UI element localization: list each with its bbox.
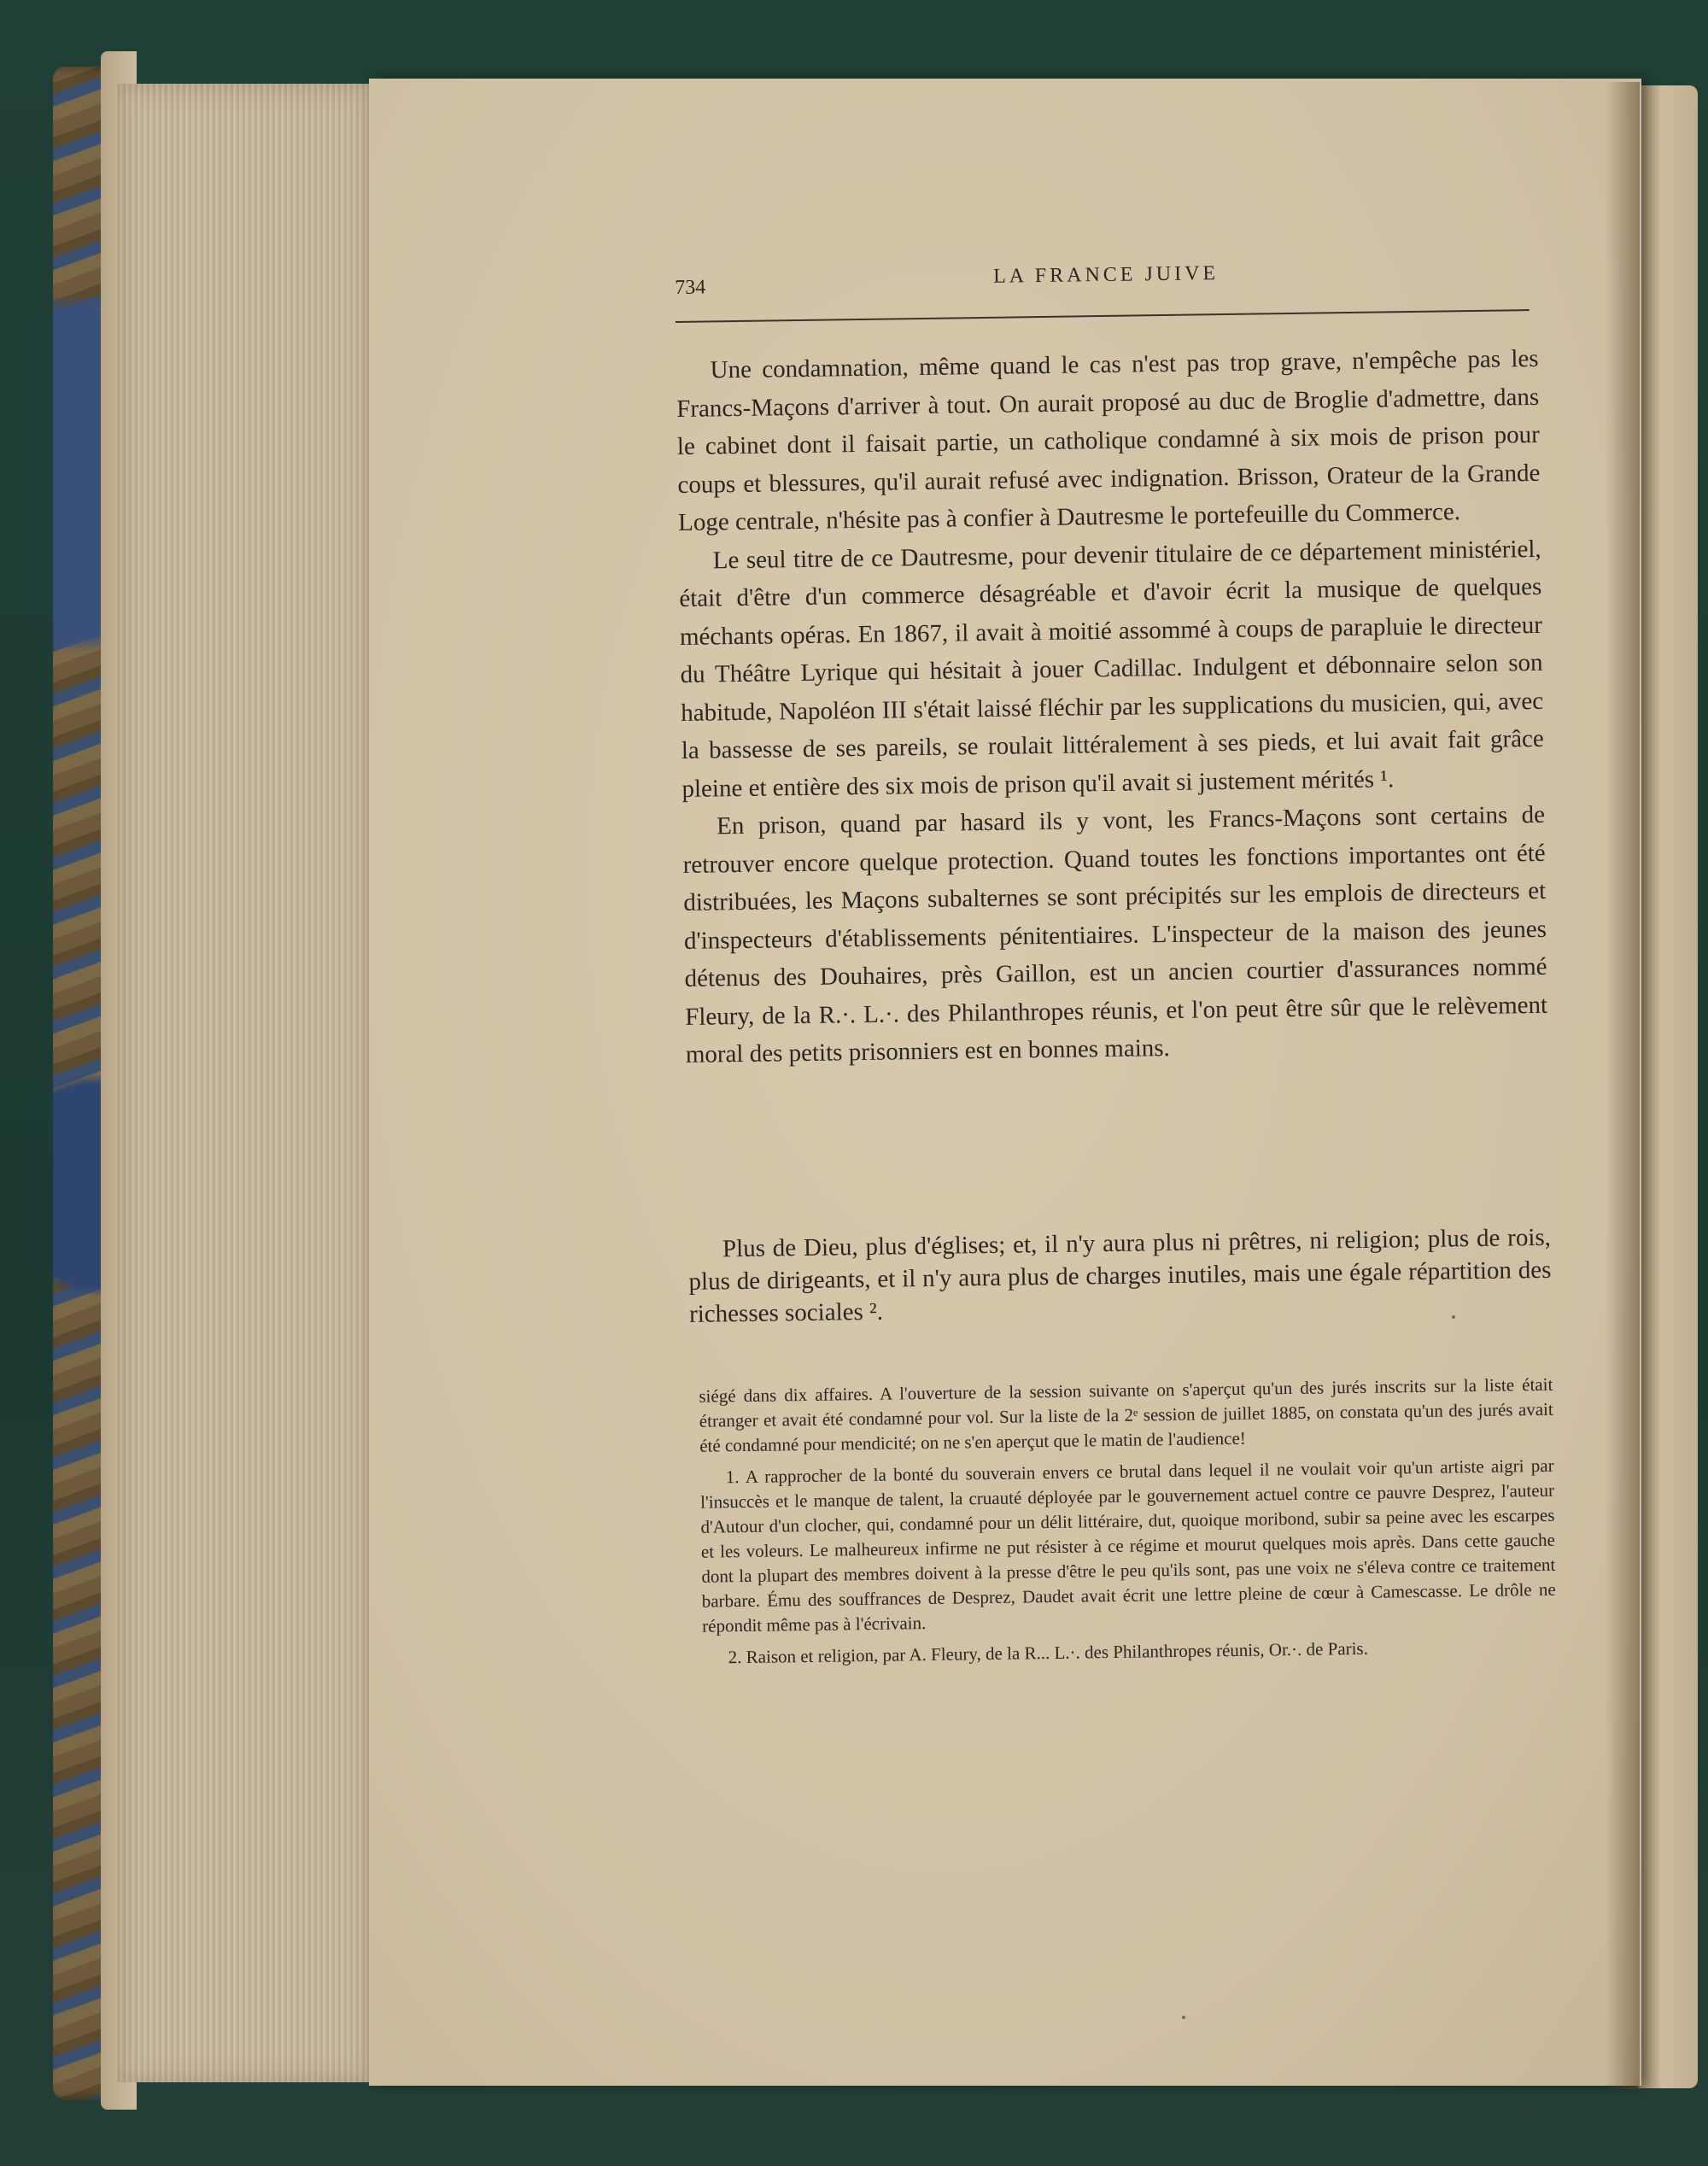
footnotes — [699, 1373, 1557, 1677]
quote-text: Plus de Dieu, plus d'églises; et, il n'y aura plus ni prêtres, ni religion; plus de rois, plus de dirigeants, et il n'y aura plus de charges inutiles, mais une égale répartition des richesses sociales ². — [688, 1223, 1552, 1328]
paragraph: En prison, quand par hasard ils y vont, les Francs-Maçons sont certains de retrouver encore quelque protection. Quand toutes les fonctions importantes ont été distribuées, les Maçons subalternes se sont précipités sur les emplois de directeurs et d'inspecteurs d'établissements pénitentiaires. L'inspecteur de la maison des jeunes détenus des Douhaires, près Gaillon, est un ancien courtier d'assurances nommé Fleury, de la R.·. L.·. des Philanthropes réunis, et l'on peut être sûr que le relèvement moral des petits prisonniers est en bonnes mains. — [682, 800, 1548, 1068]
footnote-1: 1. A rapprocher de la bonté du souverain envers ce brutal dans lequel il ne voulait voir qu'un artiste aigri par l'insuccès et le manque de talent, la cruauté déployée par le gouvernement actuel contre ce pauvre Desprez, l'auteur d'Autour d'un clocher, qui, condamné pour un délit littéraire, dut, quoique moribond, subir sa peine avec les escarpes et les voleurs. Le malheureux infirme ne put résister à ce régime et mourut quelques mois après. Dans cette gauche dont la plupart des membres doivent à la presse d'être le peu qu'ils sont, pas une voix ne s'éleva contre ce traitement barbare. Ému des souffrances de Desprez, Daudet avait écrit une lettre pleine de cœur à Camescasse. Le drôle ne répondit même pas à l'écrivain. — [699, 1455, 1556, 1636]
paper-speck — [1182, 2016, 1185, 2019]
page-number: 734 — [675, 276, 706, 299]
block-quote — [688, 1221, 1552, 1331]
paragraph: Une condamnation, même quand le cas n'est pas trop grave, n'empêche pas les Francs-Maçons d'arriver à tout. On aurait proposé au duc de Broglie d'admettre, dans le cabinet dont il faisait partie, un catholique condamné à six mois de prison pour coups et blessures, qu'il aurait refusé avec indignation. Brisson, Orateur de la Grande Loge centrale, n'hésite pas à confier à Dautresme le portefeuille du Commerce. — [676, 344, 1541, 536]
page-gutter-shadow — [1606, 82, 1640, 2089]
body-text — [676, 340, 1548, 1074]
footnote-2: 2. Raison et religion, par A. Fleury, de la R... L.·. des Philanthropes réunis, Or.·. de Paris. — [728, 1637, 1369, 1668]
paper-speck — [1452, 1315, 1455, 1319]
page-block-edges — [118, 84, 376, 2082]
facing-page-edge — [1638, 85, 1698, 2088]
running-head: LA FRANCE JUIVE — [992, 262, 1220, 288]
paragraph: Le seul titre de ce Dautresme, pour devenir titulaire de ce département ministériel, était d'être d'un commerce désagréable et d'avoir écrit la musique de quelques méchants opéras. En 1867, il avait à moitié assommé à coups de parapluie le directeur du Théâtre Lyrique qui hésitait à jouer Cadillac. Indulgent et débonnaire selon son habitude, Napoléon III s'était laissé fléchir par les supplications du musicien, qui, avec la bassesse de ses pareils, se roulait littéralement à ses pieds, et lui avait fait grâce pleine et entière des six mois de prison qu'il avait si justement mérités ¹. — [679, 535, 1544, 803]
footnote-continuation: siégé dans dix affaires. A l'ouverture de la session suivante on s'aperçut qu'un des jurés inscrits sur la liste était étranger et avait été condamné pour vol. Sur la liste de la 2ᵉ session de juillet 1885, on constata qu'un des jurés avait été condamné pour mendicité; on ne s'en aperçut que le matin de l'audience! — [699, 1373, 1553, 1456]
